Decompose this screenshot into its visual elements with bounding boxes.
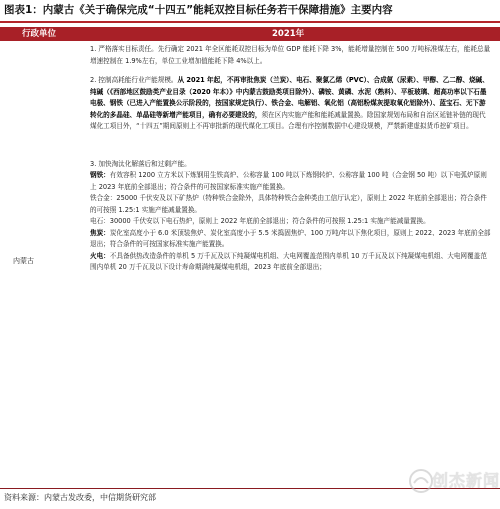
body-text: 有效容积 1200 立方米以下炼钢用生铁高炉、公称容量 100 吨以下炼钢转炉、公称容量 100 吨（合金钢 50 吨）以下电弧炉原则上 2023 年底前全部退出；符合条件的可按国家标准实施产能置换。 [90, 171, 487, 191]
header-year: 2021年 [272, 29, 305, 39]
emphasis-text: 钢铁： [90, 171, 110, 179]
paragraph-gap [90, 67, 492, 75]
figure-title: 图表1：内蒙古《关于确保完成“十四五”能耗双控目标任务若干保障措施》主要内容 [4, 4, 393, 16]
body-text: 1. 严格落实目标责任。先行确定 2021 年全区能耗双控目标为单位 GDP 能耗下降 3%，能耗增量控制在 500 万吨标准煤左右，能耗总量增速控制在 1.9%左右，单位工业增加值能耗下降 4%以上。 [90, 45, 491, 65]
measure-paragraph [90, 228, 492, 251]
measure-paragraph [90, 216, 492, 228]
body-text: 铁合金：25000 千伏安及以下矿热炉（特种铁合金除外，具体特种铁合金种类由工信厅认定），原则上 2022 年底前全部退出；符合条件的可按照 1.25:1 实施产能减量置换。 [90, 194, 487, 214]
region-cell: 内蒙古 [13, 257, 34, 265]
emphasis-text: 从 2021 年起，不再审批焦炭（兰炭）、电石、聚氯乙烯（PVC）、合成氨（尿素）、甲醇、乙二醇、烧碱、纯碱（《西部地区鼓励类产业目录（2020 年本）》中内蒙古鼓励类项目除外）、磷铵、黄磷、水泥（熟料）、平板玻璃、超高功率以下石墨电极、钢铁（已进入产能置换公示阶段的，按国家规定执行）、铁合金、电解铝、氧化铝（高铝粉煤灰提取氧化铝除外）、蓝宝石、无下游转化的多晶硅、单晶硅等新增产能项目，确有必要建设的， [90, 76, 489, 119]
source-note: 资料来源：内蒙古发改委，中信期货研究部 [4, 493, 156, 502]
body-text: 电石：30000 千伏安以下电石热炉，原则上 2022 年底前全部退出；符合条件的可按照 1.25:1 实施产能减量置换。 [90, 217, 430, 225]
body-text: 3. 加快淘汰化解落后和过剩产能。 [90, 159, 191, 168]
measure-paragraph [90, 170, 492, 193]
watermark-icon [408, 468, 434, 494]
emphasis-text: 焦炭： [90, 228, 110, 237]
paragraph-gap [90, 133, 492, 159]
measures-cell [90, 44, 492, 274]
emphasis-text: 火电： [90, 251, 110, 260]
body-text: 不具备供热改造条件的单机 5 万千瓦及以下纯凝煤电机组、大电网覆盖范围内单机 10 万千瓦及以下纯凝煤电机组、大电网覆盖范围内单机 20 万千瓦及以下设计寿命期满纯凝煤电机组，2023 年底前全部退出； [90, 251, 487, 271]
table-header [0, 27, 500, 41]
measure-paragraph [90, 159, 492, 171]
body-text: 炭化室高度小于 6.0 米顶装焦炉、炭化室高度小于 5.5 米捣固焦炉、100 万吨/年以下焦化项目，原则上 2022、2023 年底前全部退出；符合条件的可按国家标准实施产能置换。 [90, 228, 491, 248]
measure-paragraph [90, 75, 492, 133]
watermark-logo [408, 466, 498, 506]
title-divider [0, 21, 500, 23]
body-text: 须在区内实施产能和能耗减量置换。除国家规划布局和自治区延链补链的现代煤化工项目外，“十四五”期间原则上不再审批新的现代煤化工项目。合理有序控制数据中心建设规模，严禁新建虚拟货币挖矿项目。 [90, 110, 486, 130]
watermark-text: 创杰新闻 [432, 471, 500, 490]
body-text: 2. 控制高耗能行业产能规模。 [90, 76, 178, 84]
measure-paragraph [90, 251, 492, 274]
header-admin-unit: 行政单位 [22, 29, 57, 39]
measure-paragraph [90, 44, 492, 67]
measure-paragraph [90, 193, 492, 216]
